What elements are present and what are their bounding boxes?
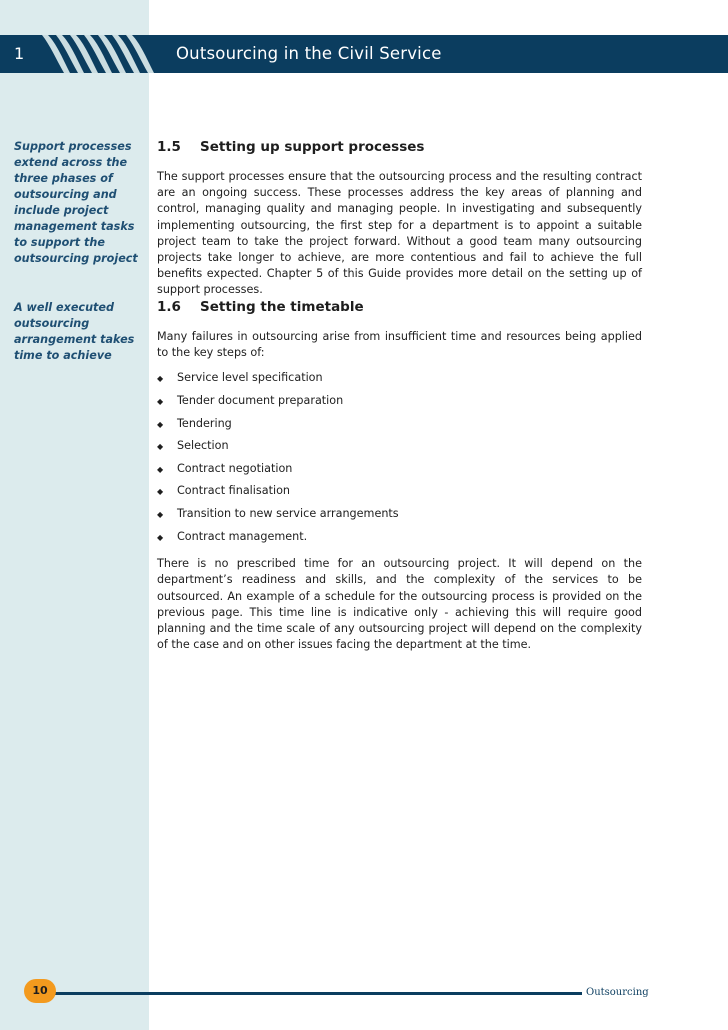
list-item: ◆ Transition to new service arrangements bbox=[157, 503, 642, 526]
section-1-6 bbox=[157, 298, 642, 653]
bullet-list bbox=[157, 367, 642, 548]
diamond-bullet-icon: ◆ bbox=[157, 397, 164, 406]
diamond-bullet-icon: ◆ bbox=[157, 419, 164, 429]
diamond-bullet-icon: ◆ bbox=[157, 464, 164, 474]
diamond-bullet-icon: ◆ bbox=[157, 442, 164, 452]
diamond-bullet-icon: ◆ bbox=[157, 374, 164, 384]
footer-rule bbox=[40, 992, 582, 995]
list-item: ◆ Contract negotiation bbox=[157, 458, 642, 481]
list-item: ◆ Tender document preparation bbox=[157, 390, 642, 413]
body-paragraph: The support processes ensure that the outsourcing process and the resulting contract are an ongoing success. These processes address the key areas of planning and control, managing quality and managing people. In investigating and subsequently implementing outsourcing, the first step for a department is to appoint a suitable project team to take the project forward. Without a good team many outsourcing projects take longer to achieve, are more contentious and fail to achieve the full benefits expected. Chapter 5 of this Guide provides more detail on the setting up of support processes. bbox=[157, 170, 642, 297]
list-item: ◆ Contract management. bbox=[157, 526, 642, 549]
section-heading bbox=[157, 298, 642, 316]
running-header-title: Outsourcing in the Civil Service bbox=[176, 44, 442, 63]
diamond-bullet-icon: ◆ bbox=[157, 509, 164, 519]
list-item: ◆ Contract finalisation bbox=[157, 480, 642, 503]
section-number: 1.5 bbox=[157, 139, 181, 155]
body-paragraph: Many failures in outsourcing arise from insufficient time and resources being applied to the key steps of: bbox=[157, 330, 642, 360]
sidebar-note: Support processes extend across the three phases of outsourcing and include project management tasks to support the outsourcing project bbox=[14, 140, 138, 265]
section-number: 1.6 bbox=[157, 299, 181, 315]
sidebar-note: A well executed outsourcing arrangement takes time to achieve bbox=[14, 301, 135, 362]
footer-brand: Outsourcing bbox=[586, 987, 649, 998]
section-title: Setting up support processes bbox=[200, 139, 425, 155]
header-wave-decoration bbox=[40, 35, 170, 73]
section-heading bbox=[157, 138, 642, 156]
diamond-bullet-icon: ◆ bbox=[157, 487, 164, 497]
page-number-badge: 10 bbox=[24, 979, 56, 1003]
list-item: ◆ Selection bbox=[157, 435, 642, 458]
chapter-number: 1 bbox=[14, 44, 25, 63]
list-item: ◆ Service level specification bbox=[157, 367, 642, 390]
section-title: Setting the timetable bbox=[200, 299, 364, 315]
body-paragraph: There is no prescribed time for an outsourcing project. It will depend on the department’s readiness and skills, and the complexity of the services to be outsourced. An example of a schedule for the outsourcing process is provided on the previous page. This time line is indicative only - achieving this will require good planning and the time scale of any outsourcing project will depend on the complexity of the case and on other issues facing the department at the time. bbox=[157, 557, 642, 652]
section-1-5 bbox=[157, 138, 642, 299]
diamond-bullet-icon: ◆ bbox=[157, 532, 164, 542]
list-item: ◆ Tendering bbox=[157, 413, 642, 436]
